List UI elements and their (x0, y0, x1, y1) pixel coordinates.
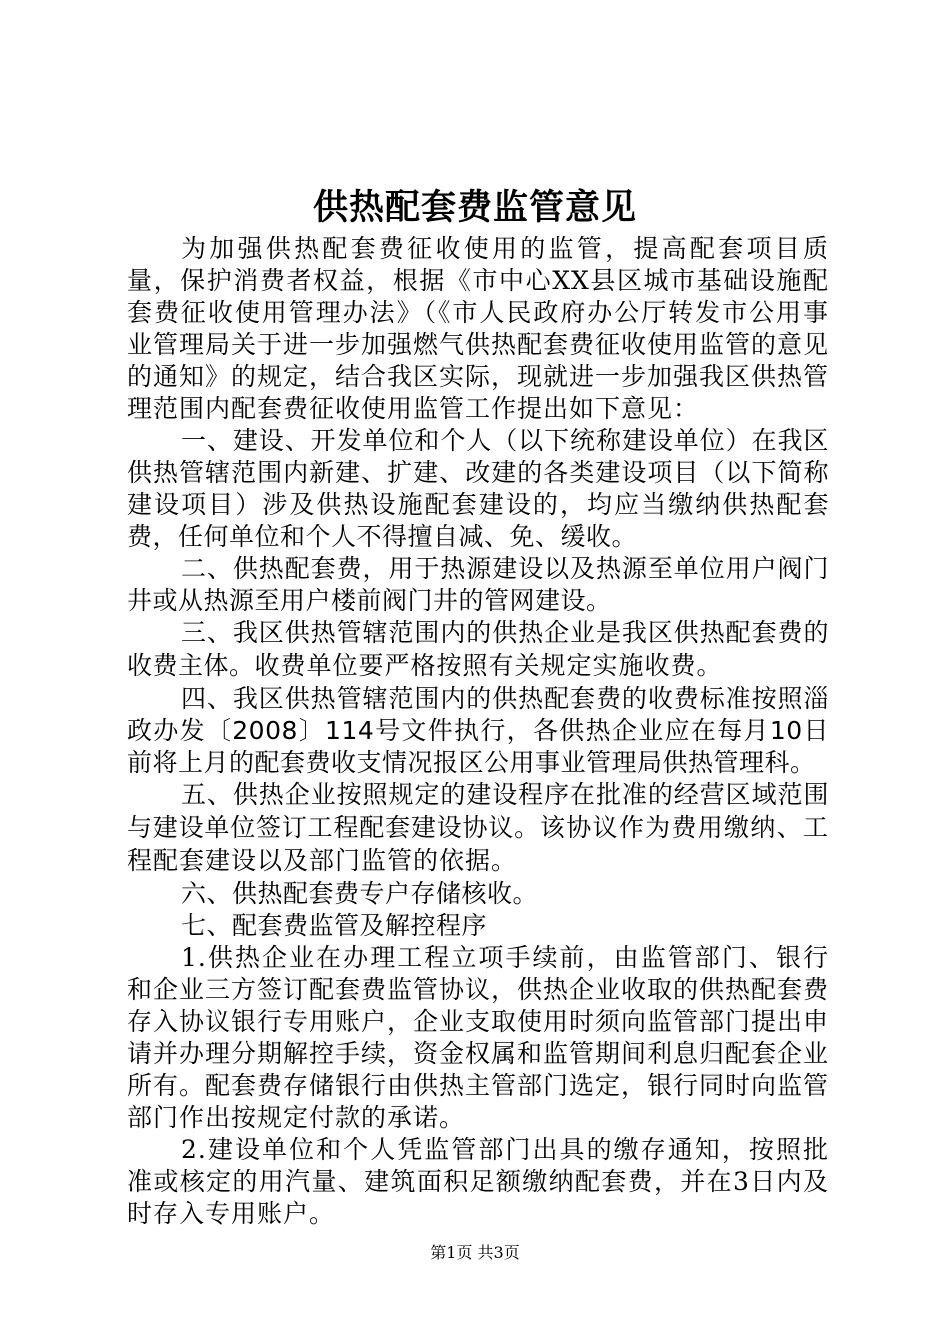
paragraph-intro: 为加强供热配套费征收使用的监管，提高配套项目质量，保护消费者权益，根据《市中心XX县区城市基础设施配套费征收使用管理办法》（《市人民政府办公厅转发市公用事业管理局关于进一步加强燃气供热配套费征收使用监管的意见的通知》的规定，结合我区实际，现就进一步加强我区供热管理范围内配套费征收使用监管工作提出如下意见： (127, 234, 830, 423)
section-5-heading-text: 五、供热企业按照规定的建设程序在批准的经营区域范围与建设单位签订工程配套建设协议。 (127, 780, 829, 842)
page-number-footer: 第1页 共3页 (430, 1243, 520, 1262)
paragraph-section-7: 七、配套费监管及解控程序 (181, 911, 488, 940)
paragraph-section-3 (127, 617, 829, 683)
paragraph-item-1: 1.供热企业在办理工程立项手续前，由监管部门、银行和企业三方签订配套费监管协议，供热企业收取的供热配套费存入协议银行专用账户，企业支取使用时须向监管部门提出申请并办理分期解控手续，资金权属和监管期间利息归配套企业所有。配套费存储银行由供热主管部门选定，银行同时向监管部门作出按规定付款的承诺。 (127, 943, 830, 1132)
section-3-body-text: 收费单位要严格按照有关规定实施收费。 (254, 651, 723, 680)
document-body (127, 233, 829, 1230)
paragraph-section-1: 一、建设、开发单位和个人（以下统称建设单位）在我区供热管辖范围内新建、扩建、改建的各类建设项目（以下简称建设项目）涉及供热设施配套建设的，均应当缴纳供热配套费，任何单位和个人不得擅自减、免、缓收。 (127, 426, 829, 551)
section-5-body-text: 该协议作为费用缴纳、工程配套建设以及部门监管的依据。 (127, 813, 829, 875)
paragraph-section-5 (127, 779, 829, 878)
document-title: 供热配套费监管意见 (312, 187, 637, 228)
paragraph-section-2: 二、供热配套费，用于热源建设以及热源至单位用户阀门井或从热源至用户楼前阀门井的管网建设。 (127, 554, 829, 615)
paragraph-section-4: 四、我区供热管辖范围内的供热配套费的收费标准按照淄政办发〔2008〕114号文件执行，各供热企业应在每月10日前将上月的配套费收支情况报区公用事业管理局供热管理科。 (127, 684, 829, 777)
paragraph-section-6: 六、供热配套费专户存储核收。 (181, 879, 539, 908)
paragraph-item-2: 2.建设单位和个人凭监管部门出具的缴存通知，按照批准或核定的用汽量、建筑面积足额缴纳配套费，并在3日内及时存入专用账户。 (127, 1135, 829, 1228)
section-3-heading-text: 三、我区供热管辖范围内的供热企业是我区供热配套费的收费主体。 (127, 618, 829, 680)
